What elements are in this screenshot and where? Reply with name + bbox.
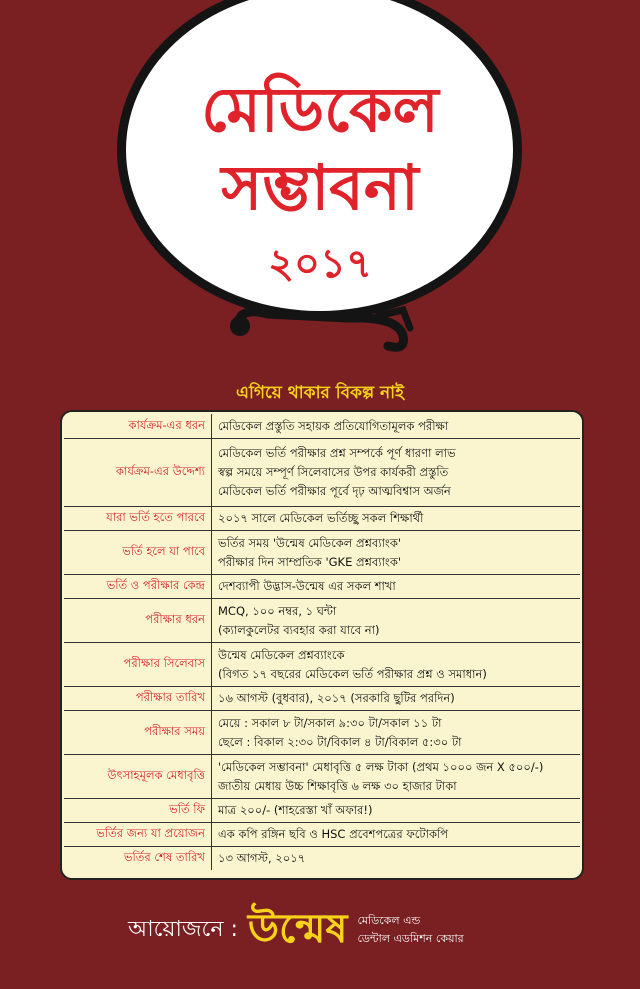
row-value-line: জাতীয় মেধায় উচ্চ শিক্ষাবৃত্তি ৬ লক্ষ ৩০ হাজার টাকা: [218, 778, 457, 793]
row-value-line: ভর্তির সময় 'উন্মেষ মেডিকেল প্রশ্নব্যাংক': [218, 535, 402, 550]
table-row: [64, 710, 580, 754]
row-value-line: (ক্যালকুলেটর ব্যবহার করা যাবে না): [218, 622, 380, 637]
row-value-line: উন্মেষ মেডিকেল প্রশ্নব্যাংকে: [218, 647, 345, 662]
row-value: [212, 599, 580, 642]
row-value: [212, 439, 580, 506]
stethoscope-icon: [228, 296, 418, 356]
row-value: [212, 575, 580, 598]
row-value: [212, 531, 580, 574]
row-value-line: মেডিকেল ভর্তি পরীক্ষার পূর্বে দৃঢ় আত্মবিশ্বাস অর্জন: [218, 484, 451, 498]
row-value-line: মেডিকেল প্রস্তুতি সহায়ক প্রতিযোগিতামূলক পরীক্ষা: [218, 418, 449, 433]
tagline: এগিয়ে থাকার বিকল্প নাই: [236, 383, 404, 403]
row-value: [212, 687, 580, 710]
row-value-line: ২০১৭ সালে মেডিকেল ভর্তিচ্ছু সকল শিক্ষার্থী: [218, 511, 424, 525]
table-row: [64, 846, 580, 870]
row-value-line: (বিগত ১৭ বছরের মেডিকেল ভর্তি পরীক্ষার প্রশ্ন ও সমাধান): [218, 666, 487, 681]
row-value-line: স্বল্প সময়ে সম্পূর্ণ সিলেবাসের উপর কার্যকরী প্রস্তুতি: [218, 465, 449, 479]
row-label: ভর্তির জন্য যা প্রয়োজন: [64, 823, 212, 846]
row-value-line: MCQ, ১০০ নম্বর, ১ ঘন্টা: [218, 603, 337, 618]
table-row: [64, 530, 580, 574]
info-rows: [64, 414, 580, 876]
footer: [128, 900, 464, 960]
row-value: [212, 823, 580, 846]
row-label: যারা ভর্তি হতে পারবে: [64, 507, 212, 530]
row-value: [212, 643, 580, 686]
table-row: [64, 754, 580, 798]
year-label: ২০১৭: [268, 241, 372, 287]
table-row: [64, 414, 580, 438]
table-row: [64, 642, 580, 686]
row-value-line: ১৩ আগস্ট, ২০১৭: [218, 851, 306, 865]
row-value-line: মাত্র ২০০/- (শাহরেস্তা খাঁ অফার!): [218, 803, 373, 817]
brand-subtitle: [357, 912, 463, 948]
organizer-label: আয়োজনে :: [128, 916, 238, 942]
row-label: ভর্তি ফি: [64, 799, 212, 822]
row-label: পরীক্ষার সিলেবাস: [64, 643, 212, 686]
row-label: উৎসাহমূলক মেধাবৃত্তি: [64, 755, 212, 798]
row-value-line: ১৬ আগস্ট (বুধবার), ২০১৭ (সরকারি ছুটির পরদিন): [218, 691, 455, 705]
brand-logo: উন্মেষ: [247, 905, 348, 952]
row-label: ভর্তি হলে যা পাবে: [64, 531, 212, 574]
row-label: কার্যক্রম-এর উদ্দেশ্য: [64, 439, 212, 506]
title-line-2: সম্ভাবনা: [221, 151, 419, 224]
row-label: পরীক্ষার তারিখ: [64, 687, 212, 710]
row-value-line: পরীক্ষার দিন সাম্প্রতিক 'GKE প্রশ্নব্যাংক': [218, 554, 402, 569]
table-row: [64, 686, 580, 710]
row-value: [212, 507, 580, 530]
row-label: পরীক্ষার ধরন: [64, 599, 212, 642]
table-row: [64, 798, 580, 822]
row-value-line: 'মেডিকেল সম্ভাবনা' মেধাবৃত্তি ৫ লক্ষ টাকা (প্রথম ১০০০ জন X ৫০০/-): [218, 759, 544, 774]
table-row: [64, 574, 580, 598]
table-row: [64, 506, 580, 530]
info-table: [60, 410, 584, 880]
row-value: [212, 799, 580, 822]
row-value-line: দেশব্যাপী উদ্ভাস-উন্মেষ এর সকল শাখা: [218, 579, 396, 593]
brand-subtitle-line-1: মেডিকেল এন্ড: [357, 914, 421, 927]
title-line-1: মেডিকেল: [201, 73, 439, 146]
table-row: [64, 822, 580, 846]
row-value: [212, 414, 580, 438]
row-value-line: ছেলে : বিকাল ২:৩০ টা/বিকাল ৪ টা/বিকাল ৫:৩০ টা: [218, 734, 462, 749]
table-row: [64, 598, 580, 642]
brand-subtitle-line-2: ডেন্টাল এডমিশন কেয়ার: [357, 932, 464, 945]
table-row: [64, 438, 580, 506]
row-label: পরীক্ষার সময়: [64, 711, 212, 754]
row-value: [212, 711, 580, 754]
row-value: [212, 755, 580, 798]
row-value-line: এক কপি রঙ্গিন ছবি ও HSC প্রবেশপত্রের ফটোকপি: [218, 827, 449, 841]
row-value: [212, 847, 580, 870]
row-label: ভর্তি ও পরীক্ষার কেন্দ্র: [64, 575, 212, 598]
row-value-line: মেয়ে : সকাল ৮ টা/সকাল ৯:৩০ টা/সকাল ১১ টা: [218, 715, 442, 730]
row-value-line: মেডিকেল ভর্তি পরীক্ষার প্রশ্ন সম্পর্কে পূর্ণ ধারণা লাভ: [218, 446, 456, 460]
row-label: কার্যক্রম-এর ধরন: [64, 414, 212, 438]
row-label: ভর্তির শেষ তারিখ: [64, 847, 212, 870]
